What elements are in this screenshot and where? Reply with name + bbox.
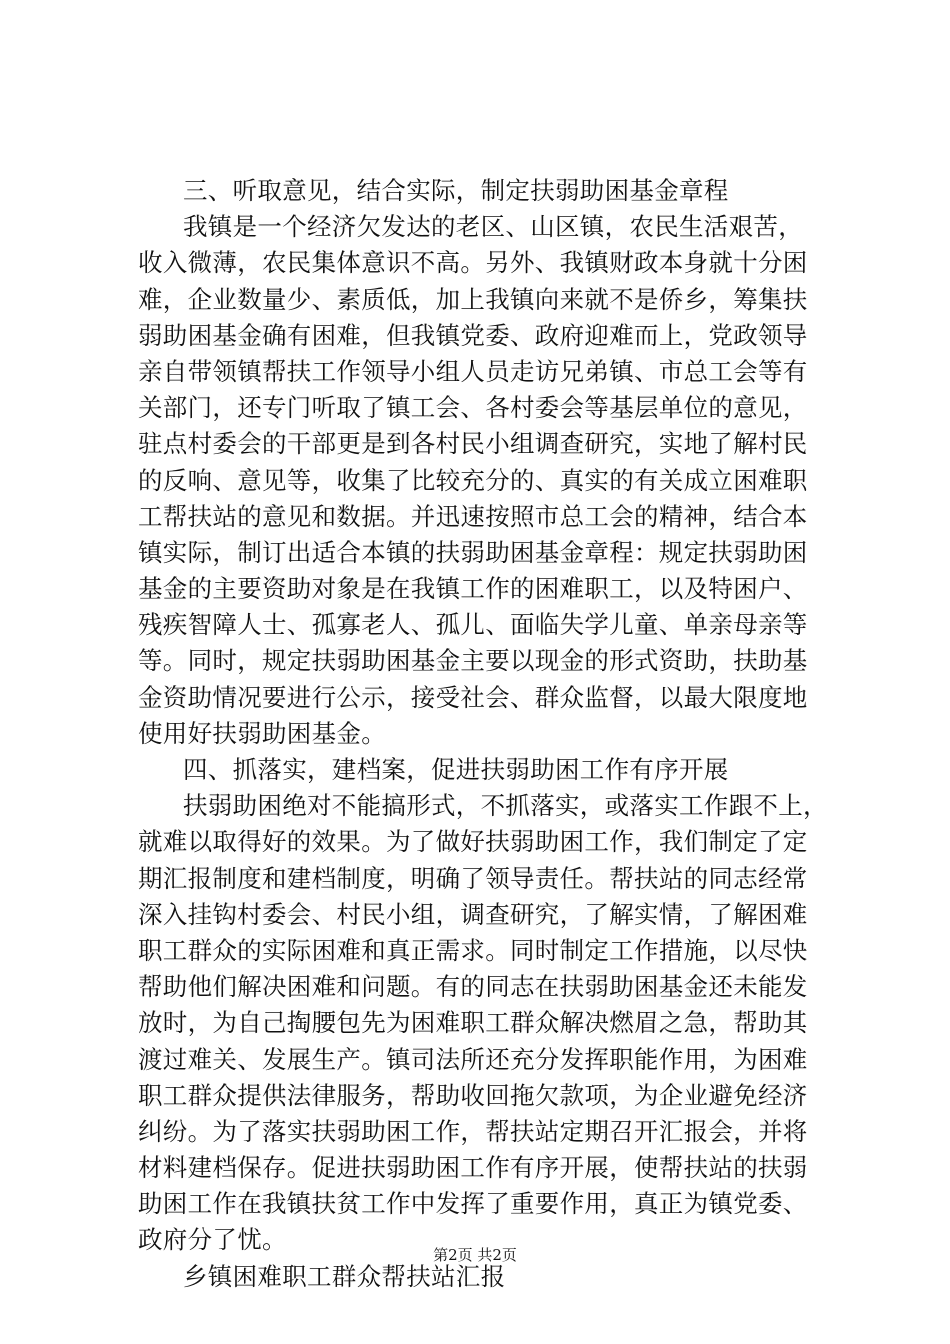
text-line: 材料建档保存。促进扶弱助困工作有序开展，使帮扶站的扶弱	[138, 1153, 808, 1183]
text-line: 扶弱助困绝对不能搞形式，不抓落实，或落实工作跟不上，	[183, 791, 828, 821]
text-line: 乡镇困难职工群众帮扶站汇报	[183, 1261, 506, 1291]
text-line: 基金的主要资助对象是在我镇工作的困难职工，以及特困户、	[138, 574, 808, 604]
text-line: 政府分了忧。	[138, 1225, 287, 1255]
document-body	[138, 173, 833, 1295]
text-line: 渡过难关、发展生产。镇司法所还充分发挥职能作用，为困难	[138, 1044, 808, 1074]
text-line: 职工群众提供法律服务，帮助收回拖欠款项，为企业避免经济	[138, 1080, 808, 1110]
text-line: 帮助他们解决困难和问题。有的同志在扶弱助困基金还未能发	[138, 972, 808, 1002]
text-line: 驻点村委会的干部更是到各村民小组调查研究，实地了解村民	[138, 429, 808, 459]
text-line: 四、抓落实，建档案，促进扶弱助困工作有序开展	[183, 755, 729, 784]
text-line: 镇实际，制订出适合本镇的扶弱助困基金章程：规定扶弱助困	[138, 537, 808, 567]
text-line: 职工群众的实际困难和真正需求。同时制定工作措施，以尽快	[138, 935, 808, 965]
text-line: 使用好扶弱助困基金。	[138, 718, 386, 748]
text-line: 等。同时，规定扶弱助困基金主要以现金的形式资助，扶助基	[138, 646, 808, 676]
text-line: 的反响、意见等，收集了比较充分的、真实的有关成立困难职	[138, 465, 808, 495]
text-line: 关部门，还专门听取了镇工会、各村委会等基层单位的意见，	[138, 393, 808, 423]
text-line: 难，企业数量少、素质低，加上我镇向来就不是侨乡，筹集扶	[138, 284, 808, 314]
text-line: 深入挂钩村委会、村民小组，调查研究，了解实情，了解困难	[138, 899, 808, 929]
text-line: 收入微薄，农民集体意识不高。另外、我镇财政本身就十分困	[138, 248, 808, 278]
text-line: 放时，为自己掏腰包先为困难职工群众解决燃眉之急，帮助其	[138, 1008, 808, 1038]
text-line: 纠纷。为了落实扶弱助困工作，帮扶站定期召开汇报会，并将	[138, 1116, 808, 1146]
page-footer	[0, 1245, 950, 1265]
text-line: 残疾智障人士、孤寡老人、孤儿、面临失学儿童、单亲母亲等	[138, 610, 808, 640]
text-line: 亲自带领镇帮扶工作领导小组人员走访兄弟镇、市总工会等有	[138, 356, 808, 386]
text-line: 我镇是一个经济欠发达的老区、山区镇，农民生活艰苦，	[183, 212, 803, 242]
page-number: 第2页 共2页	[433, 1246, 517, 1264]
text-line: 弱助困基金确有困难，但我镇党委、政府迎难而上，党政领导	[138, 320, 808, 350]
text-line: 就难以取得好的效果。为了做好扶弱助困工作，我们制定了定	[138, 827, 808, 857]
text-line: 期汇报制度和建档制度，明确了领导责任。帮扶站的同志经常	[138, 863, 808, 893]
text-line: 助困工作在我镇扶贫工作中发挥了重要作用，真正为镇党委、	[138, 1189, 808, 1219]
text-line: 三、听取意见，结合实际，制定扶弱助困基金章程	[183, 176, 729, 205]
text-line: 金资助情况要进行公示，接受社会、群众监督，以最大限度地	[138, 682, 808, 712]
text-line: 工帮扶站的意见和数据。并迅速按照市总工会的精神，结合本	[138, 501, 808, 531]
